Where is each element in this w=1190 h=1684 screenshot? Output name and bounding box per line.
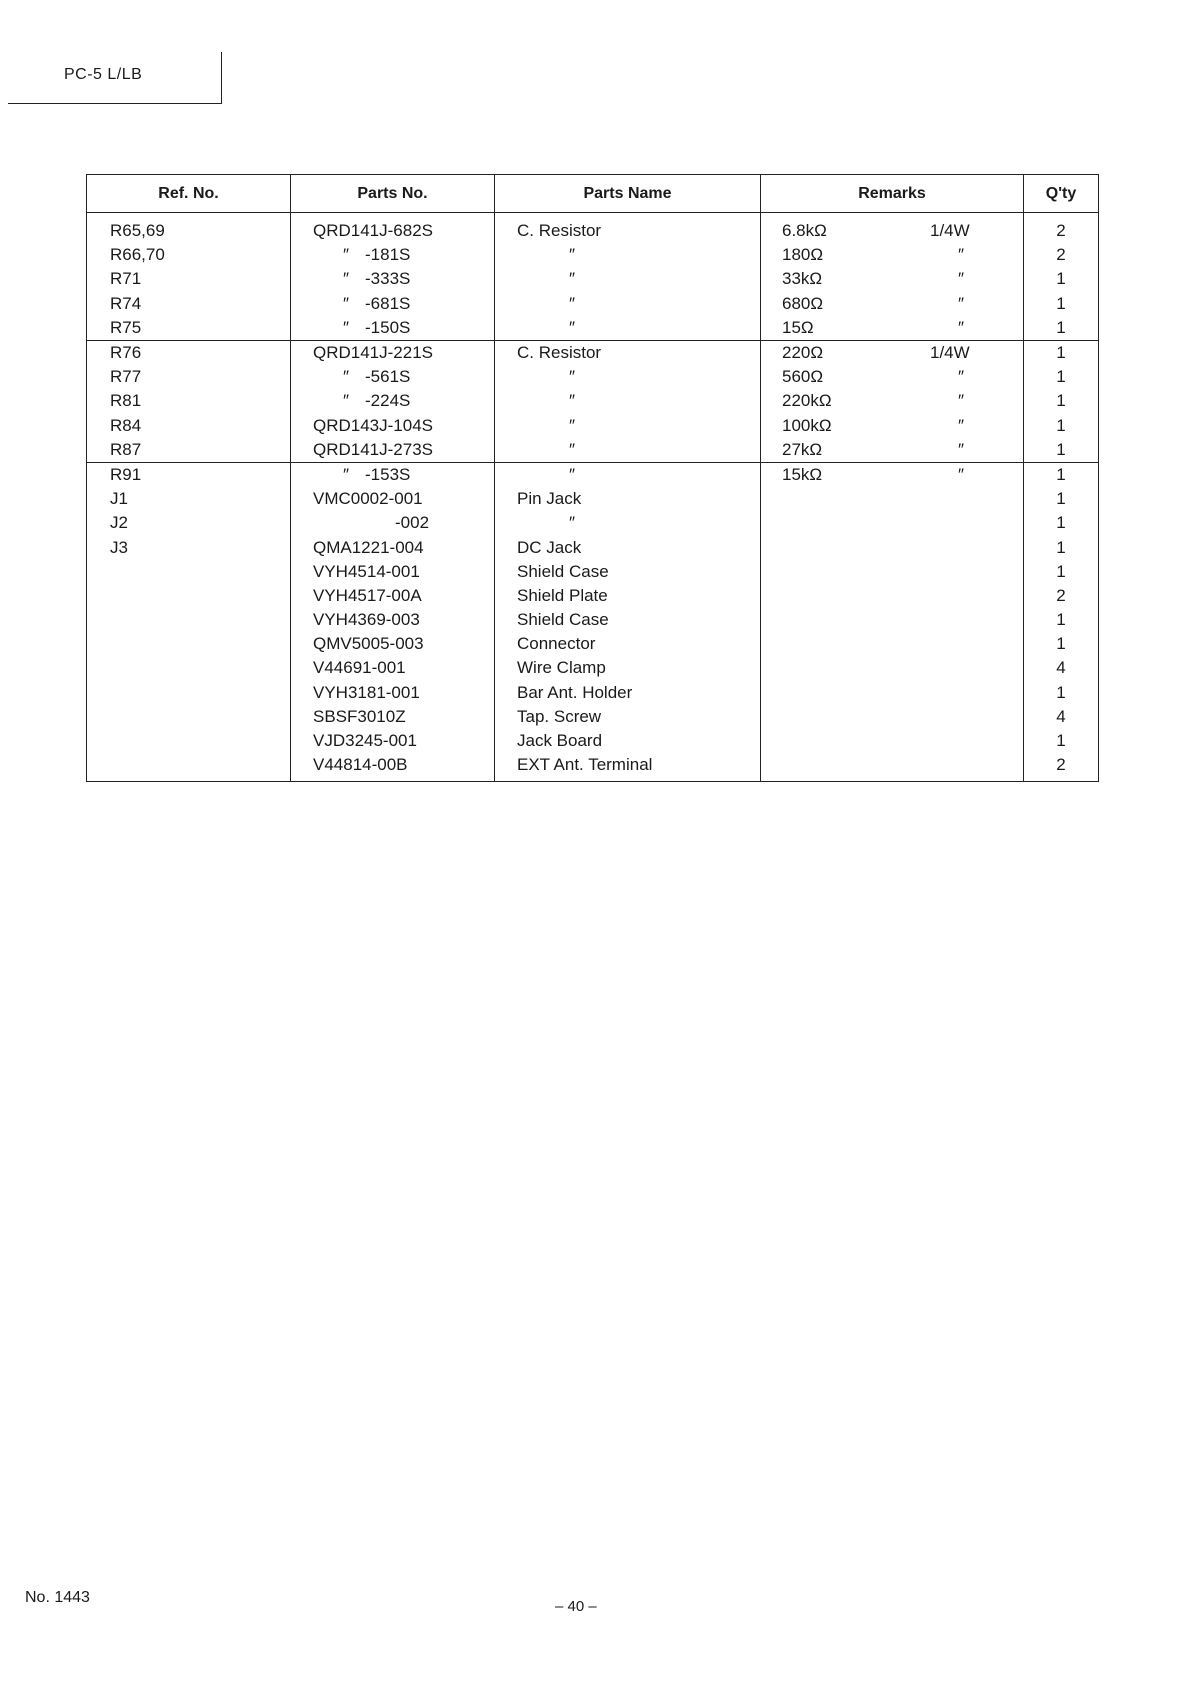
parts-no-suffix: -153S [365,464,411,484]
remarks-cell [761,316,1024,341]
parts-name-cell [495,213,761,244]
remarks-cell [761,389,1024,413]
qty-cell: 1 [1024,729,1099,753]
parts-name: DC Jack [517,537,582,557]
ref-no-cell: R76 [87,340,291,365]
qty-cell: 1 [1024,365,1099,389]
parts-no-cell [291,365,495,389]
table-row [87,340,1099,365]
remarks-cell [761,632,1024,656]
parts-no-cell: VJD3245-001 [291,729,495,753]
parts-name-cell [495,316,761,341]
parts-name-cell [495,560,761,584]
parts-name: ″ [569,367,576,387]
parts-no-cell: QRD141J-682S [291,213,495,244]
remarks-value: 680Ω [782,293,824,313]
parts-name-cell [495,511,761,535]
qty-cell: 1 [1024,438,1099,463]
table-row [87,316,1099,341]
ref-no-cell: R75 [87,316,291,341]
remarks-spec: 1/4W [930,343,970,363]
qty-cell: 2 [1024,213,1099,244]
remarks-cell [761,560,1024,584]
remarks-value: 560Ω [782,367,824,387]
parts-name: C. Resistor [517,343,602,363]
parts-no-cell [291,511,495,535]
qty-cell: 1 [1024,487,1099,511]
ref-no-cell: R74 [87,292,291,316]
ditto-mark: ″ [343,464,350,484]
parts-name: ″ [569,317,576,337]
parts-no-cell [291,462,495,487]
qty-cell: 1 [1024,267,1099,291]
parts-name: ″ [569,391,576,411]
remarks-value: 220Ω [782,343,824,363]
remarks-spec: ″ [958,391,965,411]
ditto-mark: ″ [343,367,350,387]
parts-name-cell [495,243,761,267]
qty-cell: 1 [1024,414,1099,438]
qty-cell: 1 [1024,608,1099,632]
ref-no-cell: R81 [87,389,291,413]
parts-no-suffix: -681S [365,293,411,313]
ref-no-cell: J2 [87,511,291,535]
table-row [87,462,1099,487]
remarks-spec: ″ [958,293,965,313]
parts-no-suffix: -561S [365,367,411,387]
remarks-cell [761,705,1024,729]
parts-no-cell: VYH4514-001 [291,560,495,584]
parts-name-cell [495,414,761,438]
parts-name: Jack Board [517,731,603,751]
parts-name: ″ [569,415,576,435]
qty-cell: 1 [1024,511,1099,535]
remarks-value: 100kΩ [782,415,832,435]
qty-cell: 1 [1024,389,1099,413]
header-rule-vertical [221,52,222,104]
parts-name-cell [495,753,761,782]
remarks-cell [761,292,1024,316]
table-row [87,292,1099,316]
remarks-cell [761,681,1024,705]
parts-name-cell [495,267,761,291]
parts-no-cell: V44691-001 [291,656,495,680]
remarks-cell [761,608,1024,632]
parts-name-cell [495,462,761,487]
table-row [87,535,1099,559]
ref-no-cell: R91 [87,462,291,487]
remarks-cell [761,487,1024,511]
parts-name: Shield Case [517,561,609,581]
parts-no-suffix: -224S [365,391,411,411]
ref-no-cell [87,705,291,729]
remarks-cell [761,213,1024,244]
ref-no-cell: R71 [87,267,291,291]
qty-cell: 1 [1024,560,1099,584]
table-row [87,365,1099,389]
ref-no-cell: R84 [87,414,291,438]
parts-name-cell [495,365,761,389]
parts-no-cell [291,267,495,291]
table-row [87,267,1099,291]
qty-cell: 1 [1024,462,1099,487]
parts-name: Wire Clamp [517,658,606,678]
ref-no-cell [87,608,291,632]
remarks-cell [761,729,1024,753]
ditto-mark: ″ [343,269,350,289]
remarks-spec: ″ [958,439,965,459]
parts-no-suffix: -181S [365,245,411,265]
qty-cell: 1 [1024,632,1099,656]
remarks-spec: ″ [958,415,965,435]
document-number: No. 1443 [25,1589,90,1606]
remarks-cell [761,267,1024,291]
remarks-value: 33kΩ [782,269,823,289]
parts-name-cell [495,705,761,729]
parts-no-cell [291,292,495,316]
remarks-cell [761,462,1024,487]
ditto-mark: ″ [343,391,350,411]
ref-no-cell [87,729,291,753]
parts-name-cell [495,292,761,316]
remarks-cell [761,753,1024,782]
column-header-remarks: Remarks [761,175,1024,213]
remarks-cell [761,243,1024,267]
qty-cell: 2 [1024,243,1099,267]
parts-name: Shield Plate [517,585,608,605]
parts-name: Bar Ant. Holder [517,682,633,702]
qty-cell: 1 [1024,316,1099,341]
parts-no-cell: QRD141J-273S [291,438,495,463]
qty-cell: 2 [1024,584,1099,608]
table-row [87,584,1099,608]
remarks-value: 15Ω [782,317,814,337]
remarks-spec: ″ [958,367,965,387]
remarks-spec: 1/4W [930,221,970,241]
ref-no-cell: R87 [87,438,291,463]
remarks-value: 220kΩ [782,391,832,411]
parts-list-table [86,174,1099,782]
qty-cell: 4 [1024,705,1099,729]
table-row [87,729,1099,753]
remarks-spec: ″ [958,245,965,265]
remarks-cell [761,414,1024,438]
remarks-value: 27kΩ [782,439,823,459]
model-label: PC-5 L/LB [64,66,143,83]
table-row [87,511,1099,535]
ditto-mark: ″ [343,317,350,337]
remarks-cell [761,438,1024,463]
remarks-value: 180Ω [782,245,824,265]
ref-no-cell: J1 [87,487,291,511]
page-number: – 40 – [555,1598,597,1615]
remarks-spec: ″ [958,317,965,337]
parts-name: Tap. Screw [517,706,602,726]
table-row [87,608,1099,632]
parts-name-cell [495,340,761,365]
parts-name: Pin Jack [517,489,582,509]
parts-name-cell [495,681,761,705]
header-rule-horizontal [8,103,222,104]
parts-no-suffix: -150S [365,317,411,337]
remarks-cell [761,511,1024,535]
parts-no-cell: QMV5005-003 [291,632,495,656]
table-header-row [87,175,1099,213]
remarks-value: 15kΩ [782,464,823,484]
parts-name: ″ [569,464,576,484]
ditto-mark: ″ [343,245,350,265]
ref-no-cell [87,656,291,680]
parts-no-cell: QMA1221-004 [291,535,495,559]
parts-no-suffix: -002 [395,513,430,533]
parts-name-cell [495,729,761,753]
remarks-cell [761,365,1024,389]
qty-cell: 1 [1024,681,1099,705]
parts-name: Shield Case [517,610,609,630]
qty-cell: 1 [1024,535,1099,559]
table-row [87,656,1099,680]
parts-no-cell: V44814-00B [291,753,495,782]
parts-no-cell [291,389,495,413]
table-row [87,681,1099,705]
parts-no-cell: VYH3181-001 [291,681,495,705]
ref-no-cell: J3 [87,535,291,559]
parts-name-cell [495,389,761,413]
parts-no-cell [291,316,495,341]
ref-no-cell [87,584,291,608]
ref-no-cell [87,681,291,705]
table-row [87,438,1099,463]
table-row [87,389,1099,413]
parts-table-body [87,213,1099,782]
column-header-ref-no: Ref. No. [87,175,291,213]
table-row [87,487,1099,511]
table-row [87,560,1099,584]
ref-no-cell: R65,69 [87,213,291,244]
table-row [87,705,1099,729]
parts-name-cell [495,438,761,463]
parts-no-cell: QRD143J-104S [291,414,495,438]
parts-name: EXT Ant. Terminal [517,755,653,775]
parts-name-cell [495,632,761,656]
parts-name-cell [495,608,761,632]
parts-name: ″ [569,439,576,459]
remarks-spec: ″ [958,464,965,484]
parts-no-suffix: -333S [365,269,411,289]
qty-cell: 4 [1024,656,1099,680]
parts-no-cell: SBSF3010Z [291,705,495,729]
ref-no-cell: R77 [87,365,291,389]
qty-cell: 1 [1024,340,1099,365]
parts-name-cell [495,656,761,680]
qty-cell: 2 [1024,753,1099,782]
remarks-cell [761,656,1024,680]
parts-no-cell: QRD141J-221S [291,340,495,365]
ref-no-cell [87,753,291,782]
remarks-cell [761,340,1024,365]
column-header-qty: Q'ty [1024,175,1099,213]
column-header-parts-no: Parts No. [291,175,495,213]
ref-no-cell: R66,70 [87,243,291,267]
parts-name: ″ [569,269,576,289]
column-header-parts-name: Parts Name [495,175,761,213]
remarks-cell [761,584,1024,608]
remarks-value: 6.8kΩ [782,221,827,241]
ref-no-cell [87,560,291,584]
ref-no-cell [87,632,291,656]
parts-no-cell [291,243,495,267]
parts-name-cell [495,487,761,511]
remarks-cell [761,535,1024,559]
parts-name: Connector [517,634,596,654]
table-row [87,753,1099,782]
parts-no-cell: VYH4369-003 [291,608,495,632]
table-row [87,414,1099,438]
parts-name-cell [495,535,761,559]
table-row [87,632,1099,656]
parts-no-cell: VMC0002-001 [291,487,495,511]
parts-name: ″ [569,293,576,313]
table-row [87,213,1099,244]
parts-name: C. Resistor [517,221,602,241]
parts-name: ″ [569,245,576,265]
remarks-spec: ″ [958,269,965,289]
table-row [87,243,1099,267]
parts-name: ″ [569,513,576,533]
ditto-mark: ″ [343,293,350,313]
qty-cell: 1 [1024,292,1099,316]
parts-no-cell: VYH4517-00A [291,584,495,608]
parts-name-cell [495,584,761,608]
